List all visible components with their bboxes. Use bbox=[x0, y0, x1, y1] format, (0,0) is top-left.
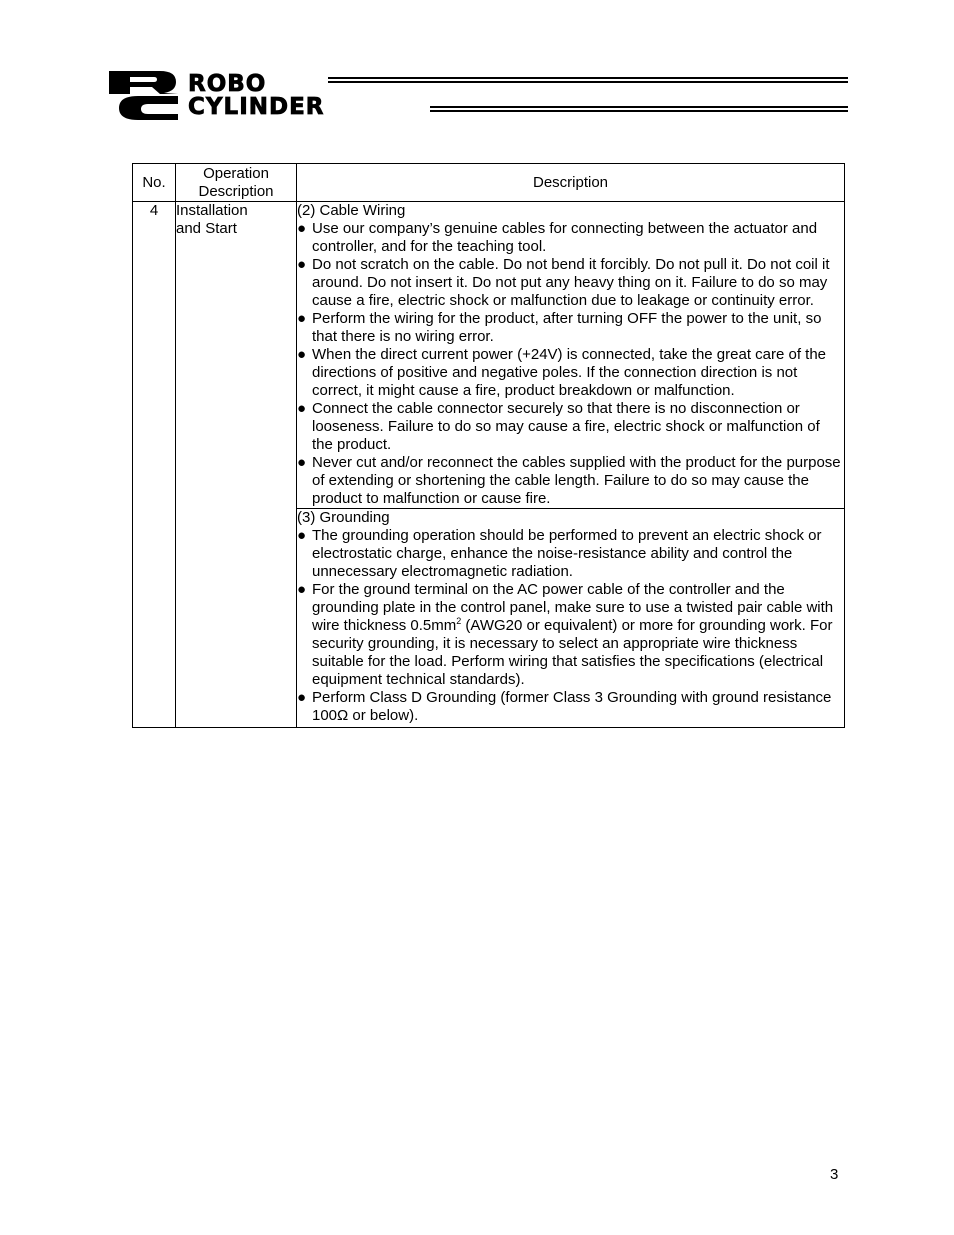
bullet-dot-icon: ● bbox=[297, 256, 307, 273]
superscript: 2 bbox=[456, 616, 462, 626]
list-item: ● For the ground terminal on the AC power cable of the controller and the grounding plate in the control panel, make sure to use a twisted pair cable with wire thickness $0.5mm^2$ (AWG20 or equivalent) or more for grounding work. For security grounding, it is necessary to select an appropriate wire thickness suitable for the load. Perform wiring that satisfies the specifications (electrical equipment technical standards). bbox=[297, 581, 834, 688]
rc-logo-mark-icon bbox=[108, 70, 182, 120]
header-rule-bottom bbox=[430, 106, 848, 112]
header-rule-top bbox=[328, 77, 848, 83]
table-header-row bbox=[133, 164, 845, 202]
bullet-dot-icon: ● bbox=[297, 454, 307, 471]
operation-table bbox=[132, 163, 845, 728]
bullet-dot-icon: ● bbox=[297, 220, 307, 237]
list-item: ● When the direct current power (+24V) is connected, take the great care of the directions of positive and negative poles. If the connection direction is not correct, it might cause a fire, product breakdown or malfunction. bbox=[297, 346, 827, 399]
logo-word-cylinder: CYLINDER bbox=[188, 94, 325, 120]
list-item: ● Perform the wiring for the product, after turning OFF the power to the unit, so that there is no wiring error. bbox=[297, 310, 822, 345]
robo-cylinder-logo bbox=[108, 70, 848, 120]
bullet-list bbox=[297, 527, 844, 727]
header-description: Description bbox=[297, 164, 845, 202]
page-number: 3 bbox=[830, 1166, 839, 1183]
bullet-dot-icon: ● bbox=[297, 400, 307, 417]
logo-word-robo: ROBO bbox=[188, 71, 267, 97]
bullet-dot-icon: ● bbox=[297, 310, 307, 327]
list-item: ● Use our company’s genuine cables for connecting between the actuator and controller, and for the teaching tool. bbox=[297, 220, 818, 255]
list-item: ● Do not scratch on the cable. Do not bend it forcibly. Do not pull it. Do not coil it around. Do not insert it. Do not put any heavy thing on it. Failure to do so may cause a fire, electric shock or malfunction due to leakage or continuity error. bbox=[297, 256, 830, 309]
bullet-dot-icon: ● bbox=[297, 346, 307, 363]
section-title: (3) Grounding bbox=[297, 509, 390, 526]
header-no: No. bbox=[133, 164, 176, 202]
bullet-dot-icon: ● bbox=[297, 581, 307, 598]
header-operation-description: Operation Description bbox=[176, 164, 297, 202]
section-cable-wiring bbox=[297, 202, 845, 509]
list-item: ● The grounding operation should be performed to prevent an electric shock or electrostatic charge, enhance the noise-resistance ability and control the unnecessary electromagnetic radiation. bbox=[297, 527, 822, 580]
row-operation: Installation and Start bbox=[176, 202, 297, 728]
section-title: (2) Cable Wiring bbox=[297, 202, 406, 219]
bullet-dot-icon: ● bbox=[297, 689, 307, 706]
list-item: ● Never cut and/or reconnect the cables supplied with the product for the purpose of extending or shortening the cable length. Failure to do so may cause the product to malfunction or cause fire. bbox=[297, 454, 841, 507]
list-item: ● Connect the cable connector securely so that there is no disconnection or looseness. Failure to do so may cause a fire, electric shock or malfunction of the product. bbox=[297, 400, 820, 453]
bullet-list bbox=[297, 220, 844, 508]
row-number: 4 bbox=[133, 202, 176, 728]
section-grounding bbox=[297, 509, 845, 728]
bullet-dot-icon: ● bbox=[297, 527, 307, 544]
list-item: ● Perform Class D Grounding (former Class 3 Grounding with ground resistance 100Ω or below). bbox=[297, 689, 832, 724]
table-row bbox=[133, 202, 845, 509]
